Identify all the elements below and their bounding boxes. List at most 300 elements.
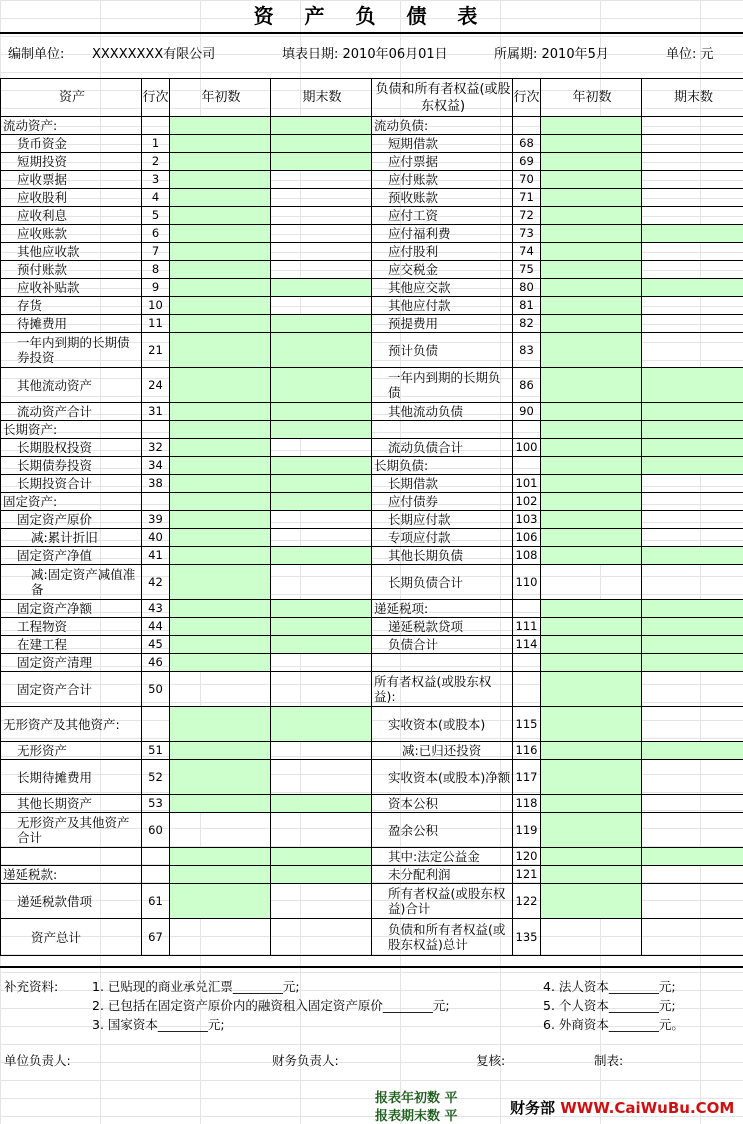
- supplement-label: 补充资料:: [4, 979, 59, 994]
- asset-item-label: 应收票据: [1, 171, 142, 189]
- asset-end-cell[interactable]: [271, 493, 372, 511]
- table-row: [1, 315, 743, 333]
- liability-begin-cell[interactable]: [541, 368, 642, 403]
- liability-end-cell[interactable]: [642, 117, 743, 135]
- asset-item-label: 固定资产清理: [1, 654, 142, 672]
- table-row: [1, 884, 743, 919]
- liability-item-label: 递延税款贷项: [372, 618, 513, 636]
- asset-begin-cell[interactable]: [170, 511, 271, 529]
- asset-line-no: 46: [142, 654, 170, 672]
- liability-item-label: 其他应付款: [372, 297, 513, 315]
- asset-end-cell[interactable]: [271, 225, 372, 243]
- asset-begin-cell[interactable]: [170, 153, 271, 171]
- asset-end-cell[interactable]: [271, 403, 372, 421]
- asset-end-cell[interactable]: [271, 529, 372, 547]
- asset-begin-cell[interactable]: [170, 243, 271, 261]
- brand-name: 财务部: [510, 1099, 556, 1117]
- asset-begin-cell[interactable]: [170, 333, 271, 368]
- table-row: [1, 475, 743, 493]
- liability-line-no: 90: [513, 403, 541, 421]
- liability-item-label: 流动负债合计: [372, 439, 513, 457]
- liability-item-label: 递延税项:: [372, 600, 513, 618]
- liability-item-label: 资本公积: [372, 795, 513, 813]
- asset-item-label: 递延税款:: [1, 866, 142, 884]
- table-row: [1, 636, 743, 654]
- preparer-signature: 制表:: [594, 1053, 624, 1068]
- asset-begin-cell[interactable]: [170, 672, 271, 707]
- asset-end-cell[interactable]: [271, 333, 372, 368]
- end-balance-check: 报表期末数 平: [375, 1109, 458, 1124]
- asset-begin-cell[interactable]: [170, 493, 271, 511]
- asset-line-no: 40: [142, 529, 170, 547]
- liability-line-no: [513, 654, 541, 672]
- table-row: [1, 760, 743, 795]
- liability-begin-cell[interactable]: [541, 511, 642, 529]
- asset-line-no: 43: [142, 600, 170, 618]
- liability-line-no: 108: [513, 547, 541, 565]
- asset-begin-cell[interactable]: [170, 636, 271, 654]
- liability-item-label: 应付工资: [372, 207, 513, 225]
- asset-begin-cell[interactable]: [170, 117, 271, 135]
- asset-line-no: 32: [142, 439, 170, 457]
- liability-begin-cell[interactable]: [541, 117, 642, 135]
- asset-line-no: 53: [142, 795, 170, 813]
- asset-end-cell[interactable]: [271, 475, 372, 493]
- liability-end-cell[interactable]: [642, 207, 743, 225]
- liability-line-no: 114: [513, 636, 541, 654]
- asset-item-label: 其他长期资产: [1, 795, 142, 813]
- asset-end-cell[interactable]: [271, 135, 372, 153]
- liability-begin-cell[interactable]: [541, 439, 642, 457]
- asset-item-label: 存货: [1, 297, 142, 315]
- liability-item-label: 预提费用: [372, 315, 513, 333]
- asset-end-cell[interactable]: [271, 315, 372, 333]
- asset-item-label: 固定资产净额: [1, 600, 142, 618]
- asset-line-no: 60: [142, 813, 170, 848]
- asset-begin-cell[interactable]: [170, 866, 271, 884]
- asset-line-no: [142, 493, 170, 511]
- liability-line-no: 119: [513, 813, 541, 848]
- liability-end-cell[interactable]: [642, 475, 743, 493]
- liability-line-no: 80: [513, 279, 541, 297]
- asset-end-cell[interactable]: [271, 297, 372, 315]
- asset-begin-cell[interactable]: [170, 919, 271, 956]
- liability-end-cell[interactable]: [642, 707, 743, 742]
- liability-line-no: 82: [513, 315, 541, 333]
- liability-line-no: 110: [513, 565, 541, 600]
- liability-item-label: 减:已归还投资: [372, 742, 513, 760]
- liability-begin-cell[interactable]: [541, 207, 642, 225]
- table-row: [1, 511, 743, 529]
- table-row: [1, 368, 743, 403]
- liability-end-cell[interactable]: [642, 261, 743, 279]
- liability-item-label: 负债和所有者权益(或股东权益)总计: [372, 919, 513, 956]
- liability-begin-cell[interactable]: [541, 279, 642, 297]
- liability-item-label: 盈余公积: [372, 813, 513, 848]
- liability-item-label: 其他长期负债: [372, 547, 513, 565]
- liability-end-cell[interactable]: [642, 672, 743, 707]
- asset-begin-cell[interactable]: [170, 813, 271, 848]
- asset-end-cell[interactable]: [271, 600, 372, 618]
- liability-end-cell[interactable]: [642, 243, 743, 261]
- table-row: [1, 848, 743, 866]
- asset-begin-cell[interactable]: [170, 547, 271, 565]
- header-begin-2: 年初数: [541, 79, 642, 117]
- table-row: [1, 600, 743, 618]
- table-row: [1, 333, 743, 368]
- asset-end-cell[interactable]: [271, 439, 372, 457]
- table-row: [1, 493, 743, 511]
- asset-begin-cell[interactable]: [170, 618, 271, 636]
- liability-begin-cell[interactable]: [541, 529, 642, 547]
- liability-begin-cell[interactable]: [541, 297, 642, 315]
- asset-end-cell[interactable]: [271, 207, 372, 225]
- asset-begin-cell[interactable]: [170, 189, 271, 207]
- asset-end-cell[interactable]: [271, 636, 372, 654]
- asset-line-no: 4: [142, 189, 170, 207]
- asset-end-cell[interactable]: [271, 707, 372, 742]
- liability-item-label: 应付票据: [372, 153, 513, 171]
- asset-begin-cell[interactable]: [170, 135, 271, 153]
- supplement-item-5: 5. 个人资本________元;: [543, 998, 676, 1013]
- brand-url[interactable]: WWW.CaiWuBu.COM: [560, 1099, 735, 1117]
- liability-end-cell[interactable]: [642, 636, 743, 654]
- currency-unit: 单位: 元: [666, 47, 714, 62]
- liability-line-no: 122: [513, 884, 541, 919]
- asset-begin-cell[interactable]: [170, 457, 271, 475]
- liability-end-cell[interactable]: [642, 189, 743, 207]
- asset-begin-cell[interactable]: [170, 565, 271, 600]
- asset-end-cell[interactable]: [271, 153, 372, 171]
- asset-begin-cell[interactable]: [170, 884, 271, 919]
- liability-end-cell[interactable]: [642, 760, 743, 795]
- table-row: [1, 565, 743, 600]
- asset-item-label: 应收账款: [1, 225, 142, 243]
- finance-head-signature: 财务负责人:: [272, 1053, 339, 1068]
- liability-begin-cell[interactable]: [541, 153, 642, 171]
- liability-end-cell[interactable]: [642, 333, 743, 368]
- asset-item-label: 在建工程: [1, 636, 142, 654]
- liability-end-cell[interactable]: [642, 866, 743, 884]
- asset-item-label: 无形资产及其他资产合计: [1, 813, 142, 848]
- liability-begin-cell[interactable]: [541, 171, 642, 189]
- asset-item-label: 流动资产:: [1, 117, 142, 135]
- liability-end-cell[interactable]: [642, 368, 743, 403]
- table-row: [1, 135, 743, 153]
- liability-item-label: 专项应付款: [372, 529, 513, 547]
- asset-end-cell[interactable]: [271, 919, 372, 956]
- liability-begin-cell[interactable]: [541, 261, 642, 279]
- asset-end-cell[interactable]: [271, 760, 372, 795]
- asset-item-label: 无形资产及其他资产:: [1, 707, 142, 742]
- asset-line-no: 8: [142, 261, 170, 279]
- liability-item-label: 实收资本(或股本): [372, 707, 513, 742]
- liability-item-label: 长期应付款: [372, 511, 513, 529]
- asset-end-cell[interactable]: [271, 243, 372, 261]
- liability-begin-cell[interactable]: [541, 866, 642, 884]
- asset-end-cell[interactable]: [271, 547, 372, 565]
- liability-begin-cell[interactable]: [541, 547, 642, 565]
- asset-end-cell[interactable]: [271, 795, 372, 813]
- asset-begin-cell[interactable]: [170, 279, 271, 297]
- asset-begin-cell[interactable]: [170, 742, 271, 760]
- liability-begin-cell[interactable]: [541, 565, 642, 600]
- asset-begin-cell[interactable]: [170, 795, 271, 813]
- liability-item-label: 其他流动负债: [372, 403, 513, 421]
- header-line-no-2: 行次: [513, 79, 541, 117]
- asset-line-no: 67: [142, 919, 170, 956]
- liability-begin-cell[interactable]: [541, 919, 642, 956]
- asset-end-cell[interactable]: [271, 742, 372, 760]
- asset-line-no: [142, 866, 170, 884]
- asset-begin-cell[interactable]: [170, 475, 271, 493]
- liability-begin-cell[interactable]: [541, 742, 642, 760]
- balance-sheet-table: [0, 78, 743, 956]
- title-rule: [0, 32, 743, 34]
- asset-line-no: 31: [142, 403, 170, 421]
- unit-value[interactable]: XXXXXXXX有限公司: [92, 47, 216, 62]
- asset-item-label: 其他应收款: [1, 243, 142, 261]
- asset-item-label: 应收股利: [1, 189, 142, 207]
- liability-begin-cell[interactable]: [541, 795, 642, 813]
- asset-line-no: 41: [142, 547, 170, 565]
- liability-end-cell[interactable]: [642, 795, 743, 813]
- asset-begin-cell[interactable]: [170, 225, 271, 243]
- asset-end-cell[interactable]: [271, 261, 372, 279]
- asset-begin-cell[interactable]: [170, 403, 271, 421]
- liability-begin-cell[interactable]: [541, 813, 642, 848]
- liability-line-no: 75: [513, 261, 541, 279]
- asset-begin-cell[interactable]: [170, 315, 271, 333]
- liability-end-cell[interactable]: [642, 919, 743, 956]
- table-row: [1, 439, 743, 457]
- brand-watermark: [510, 1097, 734, 1118]
- liability-item-label: 其中:法定公益金: [372, 848, 513, 866]
- liability-begin-cell[interactable]: [541, 333, 642, 368]
- liability-end-cell[interactable]: [642, 547, 743, 565]
- liability-line-no: 121: [513, 866, 541, 884]
- table-row: [1, 117, 743, 135]
- liability-item-label: 预计负债: [372, 333, 513, 368]
- liability-end-cell[interactable]: [642, 884, 743, 919]
- liability-item-label: 应付账款: [372, 171, 513, 189]
- fill-date[interactable]: 填表日期: 2010年06月01日: [282, 47, 448, 62]
- table-row: [1, 547, 743, 565]
- asset-begin-cell[interactable]: [170, 654, 271, 672]
- asset-begin-cell[interactable]: [170, 760, 271, 795]
- liability-end-cell[interactable]: [642, 493, 743, 511]
- liability-item-label: 流动负债:: [372, 117, 513, 135]
- asset-line-no: 21: [142, 333, 170, 368]
- liability-begin-cell[interactable]: [541, 760, 642, 795]
- asset-line-no: 39: [142, 511, 170, 529]
- table-row: [1, 795, 743, 813]
- asset-end-cell[interactable]: [271, 848, 372, 866]
- liability-line-no: 118: [513, 795, 541, 813]
- table-row: [1, 225, 743, 243]
- asset-begin-cell[interactable]: [170, 261, 271, 279]
- asset-end-cell[interactable]: [271, 618, 372, 636]
- header-assets: 资产: [1, 79, 142, 117]
- liability-item-label: 所有者权益(或股东权益):: [372, 672, 513, 707]
- liability-end-cell[interactable]: [642, 457, 743, 475]
- liability-begin-cell[interactable]: [541, 135, 642, 153]
- asset-line-no: 11: [142, 315, 170, 333]
- asset-line-no: 51: [142, 742, 170, 760]
- page-title: 资 产 负 债 表: [253, 4, 490, 28]
- liability-end-cell[interactable]: [642, 618, 743, 636]
- liability-begin-cell[interactable]: [541, 421, 642, 439]
- table-row: [1, 189, 743, 207]
- liability-end-cell[interactable]: [642, 315, 743, 333]
- table-bottom-rule: [0, 966, 743, 968]
- liability-begin-cell[interactable]: [541, 225, 642, 243]
- asset-end-cell[interactable]: [271, 421, 372, 439]
- asset-end-cell[interactable]: [271, 279, 372, 297]
- asset-item-label: 应收利息: [1, 207, 142, 225]
- liability-item-label: 长期负债:: [372, 457, 513, 475]
- asset-begin-cell[interactable]: [170, 707, 271, 742]
- asset-item-label: 应收补贴款: [1, 279, 142, 297]
- liability-line-no: 100: [513, 439, 541, 457]
- liability-end-cell[interactable]: [642, 848, 743, 866]
- liability-item-label: 短期借款: [372, 135, 513, 153]
- liability-line-no: 69: [513, 153, 541, 171]
- liability-item-label: 应付股利: [372, 243, 513, 261]
- liability-item-label: [372, 654, 513, 672]
- supplement-item-3: 3. 国家资本________元;: [92, 1017, 225, 1032]
- header-line-no: 行次: [142, 79, 170, 117]
- table-row: [1, 866, 743, 884]
- supplement-item-2: 2. 已包括在固定资产原价内的融资租入固定资产原价________元;: [92, 998, 450, 1013]
- liability-begin-cell[interactable]: [541, 493, 642, 511]
- asset-end-cell[interactable]: [271, 866, 372, 884]
- asset-end-cell[interactable]: [271, 511, 372, 529]
- asset-end-cell[interactable]: [271, 457, 372, 475]
- liability-line-no: 73: [513, 225, 541, 243]
- asset-item-label: 长期债券投资: [1, 457, 142, 475]
- asset-item-label: 无形资产: [1, 742, 142, 760]
- asset-end-cell[interactable]: [271, 813, 372, 848]
- asset-begin-cell[interactable]: [170, 529, 271, 547]
- table-row: [1, 618, 743, 636]
- asset-end-cell[interactable]: [271, 189, 372, 207]
- table-row: [1, 297, 743, 315]
- liability-end-cell[interactable]: [642, 421, 743, 439]
- asset-end-cell[interactable]: [271, 368, 372, 403]
- liability-end-cell[interactable]: [642, 654, 743, 672]
- begin-balance-check: 报表年初数 平: [375, 1091, 458, 1106]
- asset-item-label: 固定资产合计: [1, 672, 142, 707]
- asset-item-label: 固定资产:: [1, 493, 142, 511]
- liability-begin-cell[interactable]: [541, 618, 642, 636]
- liability-end-cell[interactable]: [642, 565, 743, 600]
- supplement-item-6: 6. 外商资本________元。: [543, 1017, 684, 1032]
- liability-end-cell[interactable]: [642, 403, 743, 421]
- liability-end-cell[interactable]: [642, 279, 743, 297]
- liability-end-cell[interactable]: [642, 225, 743, 243]
- asset-end-cell[interactable]: [271, 117, 372, 135]
- asset-begin-cell[interactable]: [170, 421, 271, 439]
- asset-item-label: 长期资产:: [1, 421, 142, 439]
- asset-begin-cell[interactable]: [170, 207, 271, 225]
- table-row: [1, 171, 743, 189]
- table-row: [1, 421, 743, 439]
- reviewer-signature: 复核:: [476, 1053, 506, 1068]
- asset-end-cell[interactable]: [271, 171, 372, 189]
- liability-begin-cell[interactable]: [541, 654, 642, 672]
- liability-end-cell[interactable]: [642, 529, 743, 547]
- liability-begin-cell[interactable]: [541, 600, 642, 618]
- liability-end-cell[interactable]: [642, 171, 743, 189]
- asset-end-cell[interactable]: [271, 565, 372, 600]
- header-end-2: 期末数: [642, 79, 743, 117]
- asset-line-no: [142, 848, 170, 866]
- liability-begin-cell[interactable]: [541, 636, 642, 654]
- liability-begin-cell[interactable]: [541, 672, 642, 707]
- asset-begin-cell[interactable]: [170, 439, 271, 457]
- period[interactable]: 所属期: 2010年5月: [494, 47, 609, 62]
- liability-begin-cell[interactable]: [541, 315, 642, 333]
- liability-begin-cell[interactable]: [541, 707, 642, 742]
- liability-line-no: 71: [513, 189, 541, 207]
- supplement-item-1: 1. 已贴现的商业承兑汇票________元;: [92, 979, 300, 994]
- liability-line-no: 135: [513, 919, 541, 956]
- liability-line-no: [513, 457, 541, 475]
- liability-begin-cell[interactable]: [541, 884, 642, 919]
- asset-begin-cell[interactable]: [170, 600, 271, 618]
- asset-end-cell[interactable]: [271, 654, 372, 672]
- asset-begin-cell[interactable]: [170, 171, 271, 189]
- liability-end-cell[interactable]: [642, 297, 743, 315]
- liability-begin-cell[interactable]: [541, 475, 642, 493]
- liability-line-no: 103: [513, 511, 541, 529]
- asset-line-no: 3: [142, 171, 170, 189]
- liability-end-cell[interactable]: [642, 511, 743, 529]
- asset-item-label: 减:固定资产减值准备: [1, 565, 142, 600]
- table-row: [1, 207, 743, 225]
- asset-end-cell[interactable]: [271, 884, 372, 919]
- liability-end-cell[interactable]: [642, 135, 743, 153]
- liability-end-cell[interactable]: [642, 742, 743, 760]
- liability-item-label: 长期借款: [372, 475, 513, 493]
- table-row: [1, 529, 743, 547]
- liability-line-no: 102: [513, 493, 541, 511]
- liability-line-no: 111: [513, 618, 541, 636]
- liability-end-cell[interactable]: [642, 153, 743, 171]
- liability-begin-cell[interactable]: [541, 189, 642, 207]
- liability-begin-cell[interactable]: [541, 243, 642, 261]
- liability-begin-cell[interactable]: [541, 848, 642, 866]
- liability-begin-cell[interactable]: [541, 457, 642, 475]
- liability-end-cell[interactable]: [642, 600, 743, 618]
- liability-item-label: 预收账款: [372, 189, 513, 207]
- asset-begin-cell[interactable]: [170, 848, 271, 866]
- asset-begin-cell[interactable]: [170, 297, 271, 315]
- asset-begin-cell[interactable]: [170, 368, 271, 403]
- asset-item-label: 减:累计折旧: [1, 529, 142, 547]
- table-row: [1, 742, 743, 760]
- asset-item-label: 固定资产净值: [1, 547, 142, 565]
- liability-begin-cell[interactable]: [541, 403, 642, 421]
- liability-end-cell[interactable]: [642, 813, 743, 848]
- asset-item-label: 长期待摊费用: [1, 760, 142, 795]
- liability-line-no: 81: [513, 297, 541, 315]
- asset-line-no: 34: [142, 457, 170, 475]
- asset-line-no: 42: [142, 565, 170, 600]
- liability-end-cell[interactable]: [642, 439, 743, 457]
- asset-end-cell[interactable]: [271, 672, 372, 707]
